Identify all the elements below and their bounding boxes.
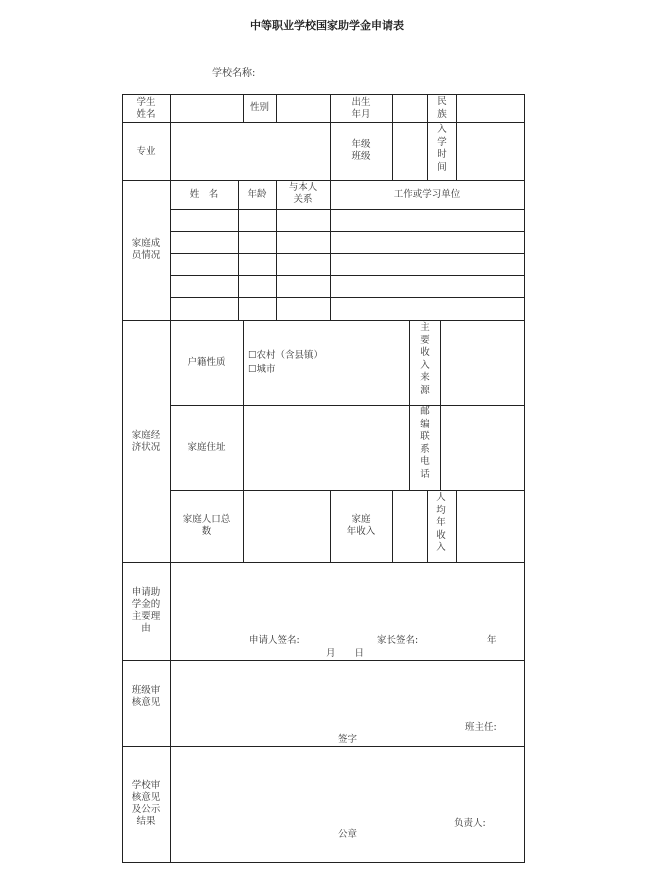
major-label: 专业 <box>136 146 156 157</box>
divider <box>427 490 428 562</box>
official-seal-label: 公章 <box>338 829 358 840</box>
divider <box>330 180 331 320</box>
family-size-label: 家庭人口总 数 <box>182 514 231 537</box>
member-name-header: 姓 名 <box>189 189 219 200</box>
divider <box>170 253 525 254</box>
table-border-left <box>122 94 123 863</box>
enroll-time-label: 入学时间 <box>437 124 447 173</box>
household-option-urban[interactable]: ☐城市 <box>248 364 276 375</box>
divider <box>427 94 428 180</box>
school-review-label: 学校审 核意见 及公示 结果 <box>131 780 161 827</box>
per-capita-income-label: 人均年收入 <box>436 492 446 553</box>
member-workplace-header: 工作或学习单位 <box>393 189 461 200</box>
divider <box>122 660 525 661</box>
divider <box>456 490 457 562</box>
parent-signature-label: 家长签名: <box>377 635 419 646</box>
ethnicity-label: 民族 <box>437 96 447 120</box>
divider <box>170 297 525 298</box>
student-name-label: 学生 姓名 <box>136 97 156 120</box>
income-source-label: 主要收入来源 <box>420 322 430 396</box>
postcode-phone-label: 邮编联系电话 <box>420 406 430 480</box>
table-border-top <box>122 94 525 95</box>
divider <box>456 94 457 180</box>
divider <box>122 562 525 563</box>
applicant-signature-label: 申请人签名: <box>249 635 300 646</box>
family-economy-section-label: 家庭经 济状况 <box>131 430 161 453</box>
household-type-label: 户籍性质 <box>187 357 226 368</box>
home-address-label: 家庭住址 <box>187 442 226 453</box>
person-in-charge-label: 负责人: <box>454 818 486 829</box>
divider <box>170 209 525 210</box>
divider <box>170 490 525 491</box>
member-age-header: 年龄 <box>247 189 267 200</box>
member-relation-header: 与本人 关系 <box>288 182 318 205</box>
grade-class-label: 年级 班级 <box>351 139 371 162</box>
date-month-day-label: 月 日 <box>326 648 365 659</box>
divider <box>170 231 525 232</box>
annual-income-label: 家庭 年收入 <box>346 514 376 537</box>
divider <box>122 320 525 321</box>
divider <box>392 490 393 562</box>
household-option-rural[interactable]: ☐农村（含县镇） <box>248 350 324 361</box>
class-sign-label: 签字 <box>338 734 358 745</box>
family-members-section-label: 家庭成 员情况 <box>131 238 161 261</box>
school-name-label: 学校名称: <box>212 68 256 79</box>
table-border-bottom <box>122 862 525 863</box>
divider <box>243 490 244 562</box>
class-teacher-label: 班主任: <box>465 722 497 733</box>
divider <box>122 180 525 181</box>
gender-label: 性别 <box>249 102 269 113</box>
divider <box>122 122 525 123</box>
date-year-label: 年 <box>487 635 497 646</box>
divider <box>170 275 525 276</box>
divider <box>122 746 525 747</box>
divider <box>392 94 393 180</box>
divider <box>170 405 525 406</box>
reason-section-label: 申请助 学金的 主要理 由 <box>131 587 161 634</box>
divider <box>238 180 239 320</box>
page-title: 中等职业学校国家助学金申请表 <box>250 19 404 32</box>
class-review-label: 班级审 核意见 <box>131 685 161 708</box>
divider <box>276 94 277 122</box>
birth-date-label: 出生 年月 <box>351 97 371 120</box>
